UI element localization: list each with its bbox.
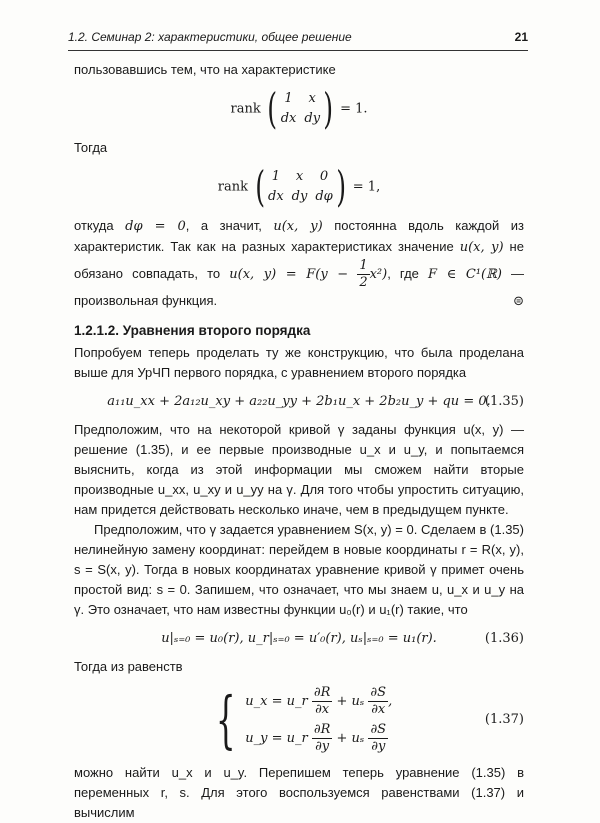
- paragraph: можно найти u_x и u_y. Перепишем теперь уравнение (1.35) в переменных r, s. Для этого воспользуемся равенствами (1.37) и вычислим: [74, 765, 524, 820]
- text: , а значит,: [185, 218, 262, 233]
- rank-equation-2: [74, 162, 524, 211]
- equation-1-36: [74, 628, 524, 649]
- matrix-cell: dy: [291, 189, 308, 204]
- rank-label: rank: [230, 101, 261, 117]
- fraction: $\frac{1}{2}$: [359, 258, 368, 290]
- equation-body: a₁₁u_xx + 2a₁₂u_xy + a₂₂u_yy + 2b₁u_x + 2b₂u_y + qu = 0.: [107, 394, 491, 409]
- equation-number: (1.35): [484, 393, 524, 409]
- paragraph: Тогда: [74, 140, 108, 155]
- matrix-cell: dx: [268, 189, 284, 204]
- inline-math: dφ = 0: [125, 219, 186, 234]
- inline-math: (y −: [315, 266, 349, 282]
- matrix-cell: x: [308, 91, 316, 106]
- inline-math: F ∈ C¹(ℝ): [427, 266, 502, 282]
- matrix-cell: 1: [284, 91, 293, 106]
- page-body: [74, 60, 524, 823]
- section-title: 1.2. Семинар 2: характеристики, общее решение: [68, 30, 352, 44]
- inline-math: x²): [369, 266, 388, 282]
- running-head: [68, 27, 528, 51]
- inline-math: u(x, y): [273, 219, 323, 234]
- paragraph: [74, 216, 524, 311]
- paragraph: Предположим, что γ задается уравнением S(x, y) = 0. Сделаем в (1.35) нелинейную замену координат: перейдем в новые координаты r = R(x, y), s = S(x, y). Тогда в новых координатах уравнение кривой γ примет очень простой вид: s = 0. Запишем, что означает, что мы знаем u, u_x и u_y на γ. Это означает, что нам известны функции u₀(r) и u₁(r) такие, что: [74, 522, 524, 617]
- end-of-example-mark: ⊜: [513, 293, 524, 308]
- matrix-cell: dy: [304, 111, 321, 126]
- equation-1-37: [74, 685, 524, 755]
- equation-rhs: = 1,: [352, 179, 381, 195]
- section-heading: 1.2.1.2. Уравнения второго порядка: [74, 323, 311, 338]
- equation-rhs: = 1.: [340, 101, 368, 117]
- inline-math: u(x, y): [459, 240, 504, 255]
- equation-number: (1.36): [484, 630, 524, 646]
- matrix: ( 1 x 0 dx dy dφ ): [254, 162, 346, 211]
- matrix-cell: 1: [271, 169, 280, 184]
- page-number: 21: [514, 30, 528, 44]
- rank-label: rank: [217, 179, 248, 195]
- matrix-cell: dx: [280, 111, 297, 126]
- text: — произвольная функция.: [74, 265, 525, 308]
- paragraph: Тогда из равенств: [74, 659, 183, 674]
- system-line: u_x = u_r $\frac{\partial R}{\partial x}$ + uₛ $\frac{\partial S}{\partial x}$ ,: [245, 685, 393, 717]
- equation-number: (1.37): [484, 712, 524, 727]
- paragraph: пользовавшись тем, что на характеристике: [74, 62, 336, 77]
- matrix-cell: 0: [319, 169, 329, 184]
- paragraph: Предположим, что на некоторой кривой γ заданы функция u(x, y) — решение (1.35), и ее первые производные u_x и u_y, и попытаемся выяснить, когда из этой информации мы сможем найти вторые производные u_xx, u_xy и u_yy на γ. Для того чтобы упростить ситуацию, нам придется действовать несколько иначе, чем в предыдущем пункте.: [74, 422, 524, 517]
- text: постоянна вдоль каждой из характеристик. Так как на разных характеристиках значение: [74, 218, 524, 254]
- matrix-cell: x: [295, 169, 304, 184]
- equation-system: { u_x = u_r $\frac{\partial R}{\partial x}$ + uₛ $\frac{\partial S}{\partial x}$ , u_y = u_r $\frac{\partial R}{\partial y}$ + uₛ $\frac{\partial S}{\partial y}$: [215, 683, 393, 756]
- rank-equation-1: [74, 84, 524, 133]
- inline-math: u(x, y) = F: [229, 266, 316, 282]
- matrix-cell: dφ: [315, 189, 333, 204]
- system-line: u_y = u_r $\frac{\partial R}{\partial y}$ + uₛ $\frac{\partial S}{\partial y}$: [245, 722, 387, 754]
- text: откуда: [74, 218, 114, 233]
- text: , где: [387, 265, 419, 281]
- paragraph: Попробуем теперь проделать ту же конструкцию, что была проделана выше для УрЧП первого порядка, с уравнением второго порядка: [74, 345, 524, 380]
- equation-body: u|ₛ₌₀ = u₀(r), u_r|ₛ₌₀ = u′₀(r), uₛ|ₛ₌₀ = u₁(r).: [161, 631, 437, 646]
- equation-1-35: [74, 391, 524, 412]
- text: не обязано совпадать, то: [74, 239, 524, 281]
- matrix: ( 1 x dx dy ): [267, 84, 334, 133]
